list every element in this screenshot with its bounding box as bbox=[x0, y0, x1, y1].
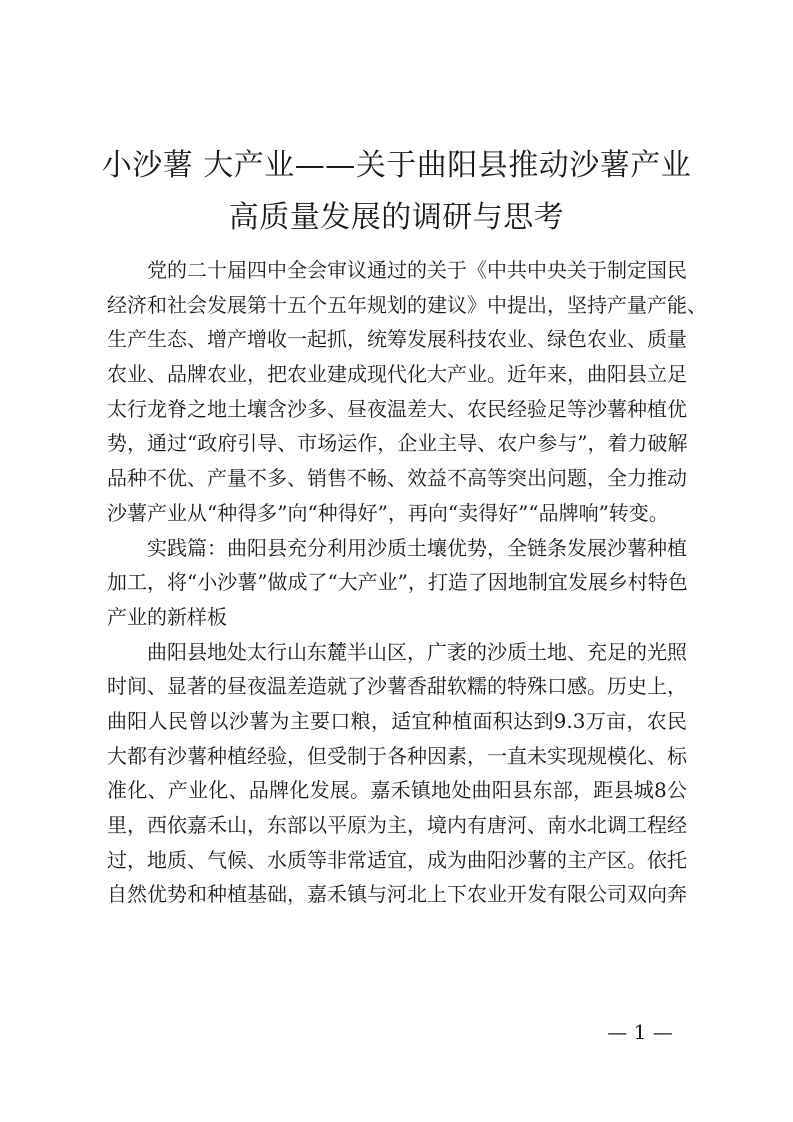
paragraph-3-line: 过，地质、气候、水质等非常适宜，成为曲阳沙薯的主产区。依托 bbox=[107, 847, 687, 872]
paragraph-3-line: 里，西依嘉禾山，东部以平原为主，境内有唐河、南水北调工程经 bbox=[107, 813, 687, 837]
paragraph-1-line: 沙薯产业从“种得多”向“种得好”，再向“卖得好”“品牌响”转变。 bbox=[107, 500, 669, 525]
document-body bbox=[107, 253, 707, 912]
paragraph-1-line: 党的二十届四中全会审议通过的关于《中共中央关于制定国民 bbox=[147, 258, 687, 282]
paragraph-1-line: 农业、品牌农业，把农业建成现代化大产业。近年来，曲阳县立足 bbox=[107, 362, 687, 387]
paragraph-3-line: 准化、产业化、品牌化发展。嘉禾镇地处曲阳县东部，距县城8公 bbox=[107, 778, 687, 803]
paragraph-2-line: 加工，将“小沙薯”做成了“大产业”，打造了因地制宜发展乡村特色 bbox=[107, 570, 688, 595]
document-title-line-1: 小沙薯 大产业——关于曲阳县推动沙薯产业 bbox=[101, 148, 692, 183]
paragraph-1-line: 经济和社会发展第十五个五年规划的建议》中提出，坚持产量产能、 bbox=[107, 292, 707, 317]
paragraph-1-line: 势，通过“政府引导、市场运作，企业主导、农户参与”，着力破解 bbox=[107, 431, 688, 456]
paragraph-3-line: 曲阳县地处太行山东麓半山区，广袤的沙质土地、充足的光照 bbox=[147, 639, 687, 664]
paragraph-2-line: 产业的新样板 bbox=[107, 604, 227, 629]
paragraph-3-line: 时间、显著的昼夜温差造就了沙薯香甜软糯的特殊口感。历史上， bbox=[107, 674, 687, 699]
paragraph-1-line: 太行龙脊之地土壤含沙多、昼夜温差大、农民经验足等沙薯种植优 bbox=[107, 396, 687, 421]
paragraph-2-line: 实践篇：曲阳县充分利用沙质土壤优势，全链条发展沙薯种植 bbox=[147, 535, 687, 560]
paragraph-3-line: 大都有沙薯种植经验，但受制于各种因素，一直未实现规模化、标 bbox=[107, 743, 687, 768]
paragraph-3-line: 曲阳人民曾以沙薯为主要口粮，适宜种植面积达到9.3万亩，农民 bbox=[107, 708, 687, 733]
document-title-line-2: 高质量发展的调研与思考 bbox=[228, 200, 565, 235]
paragraph-1-line: 品种不优、产量不多、销售不畅、效益不高等突出问题，全力推动 bbox=[107, 466, 687, 491]
paragraph-1-line: 生产生态、增产增收一起抓，统筹发展科技农业、绿色农业、质量 bbox=[107, 327, 687, 352]
paragraph-3-line: 自然优势和种植基础，嘉禾镇与河北上下农业开发有限公司双向奔 bbox=[107, 882, 687, 907]
page-number: — 1 — bbox=[607, 1020, 673, 1044]
